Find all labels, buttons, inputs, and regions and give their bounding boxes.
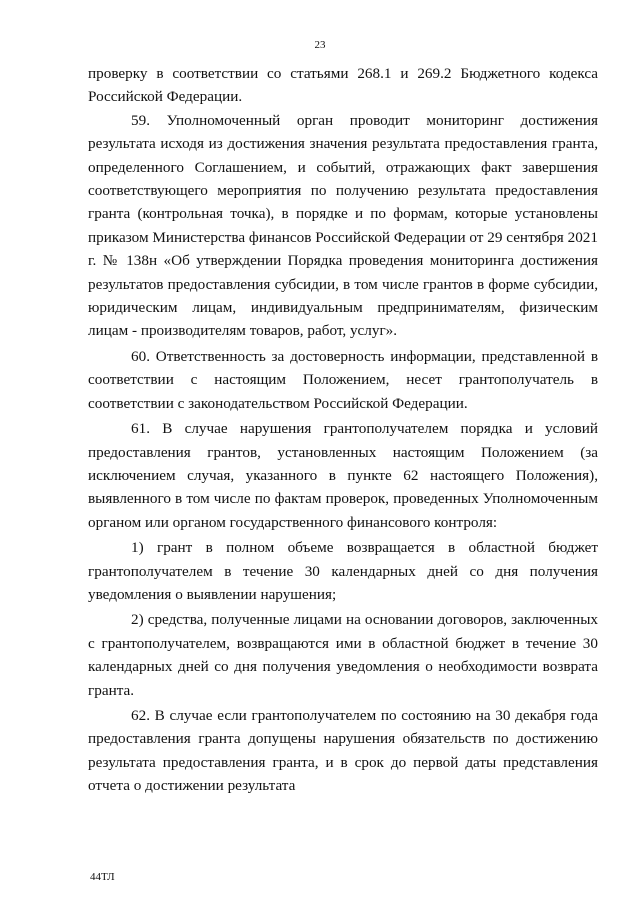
paragraph-continuation: проверку в соответствии со статьями 268.1 и 269.2 Бюджетного кодекса Российской Федерации. — [88, 65, 598, 106]
paragraph-61: 61. В случае нарушения грантополучателем порядка и условий предоставления грантов, установленных настоящим Положением (за исключением случая, указанного в пункте 62 настоящего Положения), выявленного в том числе по фактам проверок, проведенных Уполномоченным органом или органом государственного финансового контроля: — [88, 420, 598, 531]
paragraph-60: 60. Ответственность за достоверность информации, представленной в соответствии с настоящим Положением, несет грантополучатель в соответствии с законодательством Российской Федерации. — [88, 347, 598, 412]
footer-code: 44ТЛ — [90, 871, 115, 883]
paragraph-59: 59. Уполномоченный орган проводит мониторинг достижения результата исходя из достижения значения результата предоставления гранта, определенного Соглашением, и событий, отражающих факт завершения соответствующего мероприятия по получению результата предоставления гранта (контрольная точка), в порядке и по формам, которые установлены приказом Министерства финансов Российской Федерации от 29 сентября 2021 г. № 138н «Об утверждении Порядка проведения мониторинга достижения результатов предоставления субсидии, в том числе грантов в форме субсидии, юридическим лицам, индивидуальным предпринимателям, физическим лицам - производителям товаров, работ, услуг». — [88, 111, 598, 340]
document-body — [88, 62, 598, 798]
paragraph-61-item-1: 1) грант в полном объеме возвращается в областной бюджет грантополучателем в течение 30 календарных дней со дня получения уведомления о выявлении нарушения; — [88, 539, 598, 603]
paragraph-62: 62. В случае если грантополучателем по состоянию на 30 декабря года предоставления гранта допущены нарушения обязательств по достижению результата предоставления гранта, и в срок до первой даты представления отчета о достижении результата — [88, 706, 598, 795]
page-number: 23 — [314, 39, 326, 51]
paragraph-61-item-2: 2) средства, полученные лицами на основании договоров, заключенных с грантополучателем, возвращаются ими в областной бюджет в течение 30 календарных дней со дня получения уведомления о необходимости возврата гранта. — [88, 611, 598, 699]
